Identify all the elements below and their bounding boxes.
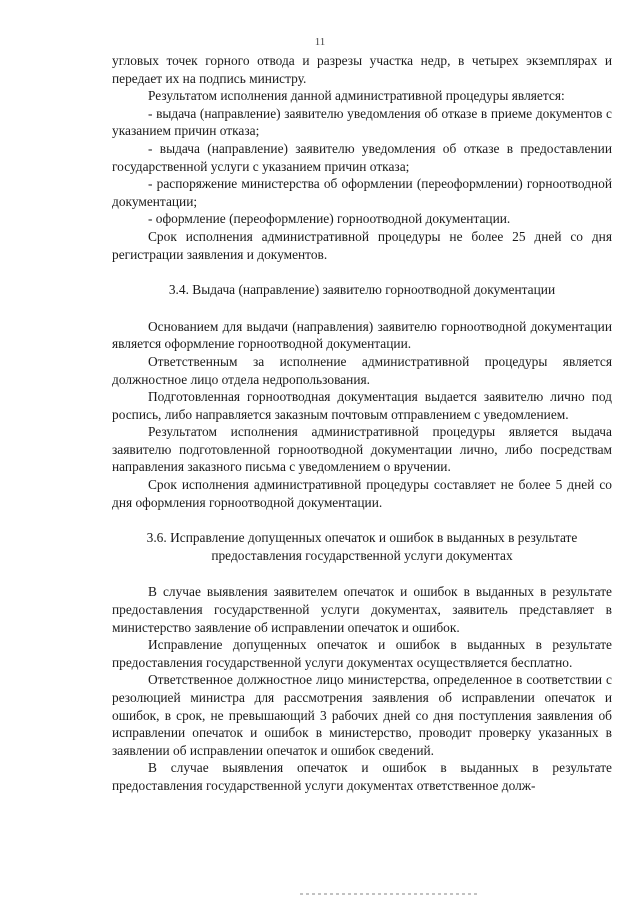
list-item: - распоряжение министерства об оформлении (переоформлении) горноотводной документации; — [112, 176, 612, 209]
section-heading-3-4: 3.4. Выдача (направление) заявителю горноотводной документации — [168, 282, 556, 298]
list-item: - выдача (направление) заявителю уведомления об отказе в предоставлении государственной услуги с указанием причин отказа; — [112, 140, 612, 174]
paragraph: В случае выявления опечаток и ошибок в выданных в результате предоставления государственной услуги документах ответственное долж- — [112, 760, 612, 793]
page-number: 11 — [314, 36, 326, 48]
paragraph: Исправление допущенных опечаток и ошибок в выданных в результате предоставления государственной услуги документах осуществляется бесплатно. — [112, 637, 612, 670]
paragraph: В случае выявления заявителем опечаток и ошибок в выданных в результате предоставления государственной услуги документах, заявитель представляет в министерство заявление об исправлении опечаток и ошибок. — [112, 584, 612, 635]
section-heading-3-6-line-2: предоставления государственной услуги документах — [211, 547, 513, 563]
scan-artifact-line — [300, 893, 480, 895]
document-body — [112, 52, 612, 795]
paragraph: Результатом исполнения административной процедуры является выдача заявителю подготовленной горноотводной документации лично, либо посредствам направления заказного письма с уведомлением о вручении. — [112, 424, 612, 475]
list-item: - выдача (направление) заявителю уведомления об отказе в приеме документов с указанием причин отказа; — [112, 105, 612, 139]
paragraph: Срок исполнения административной процедуры составляет не более 5 дней со дня оформления горноотводной документации. — [112, 477, 612, 510]
paragraph: Срок исполнения административной процедуры не более 25 дней со дня регистрации заявления и документов. — [112, 228, 612, 262]
paragraph: Ответственным за исполнение административной процедуры является должностное лицо отдела недропользования. — [112, 353, 612, 387]
section-heading-3-6-line-1: 3.6. Исправление допущенных опечаток и ошибок в выданных в результате — [146, 530, 578, 546]
paragraph: Ответственное должностное лицо министерства, определенное в соответствии с резолюцией министра для рассмотрения заявления об исправлении опечаток и ошибок, в срок, не превышающий 3 рабочих дней со дня поступления заявления об исправлении опечаток и ошибок в министерство, проводит проверку указанных в заявлении об исправлении опечаток и ошибок сведений. — [112, 672, 612, 758]
list-item: - оформление (переоформление) горноотводной документации. — [148, 211, 511, 227]
paragraph: угловых точек горного отвода и разрезы участка недр, в четырех экземплярах и передает их на подпись министру. — [112, 53, 612, 86]
paragraph: Результатом исполнения данной административной процедуры является: — [148, 88, 565, 104]
paragraph: Подготовленная горноотводная документация выдается заявителю лично под роспись, либо направляется заказным почтовым отправлением с уведомлением. — [112, 389, 612, 422]
paragraph: Основанием для выдачи (направления) заявителю горноотводной документации является оформление горноотводной документации. — [112, 318, 612, 352]
